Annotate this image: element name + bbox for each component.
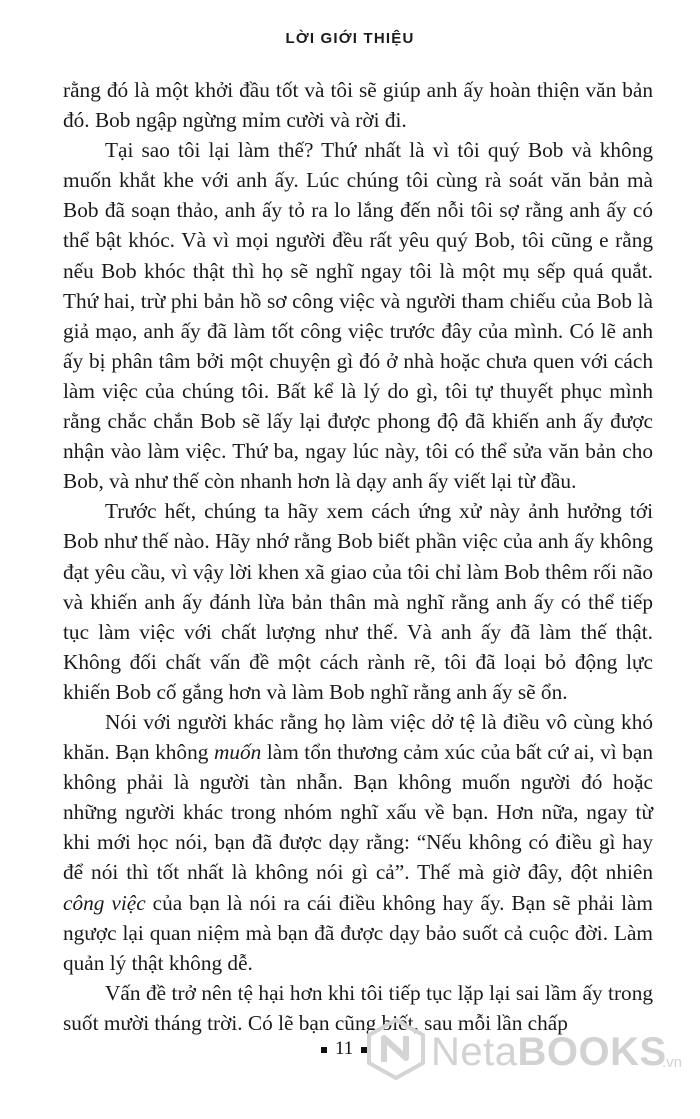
emphasis-cong-viec: công việc: [63, 890, 146, 915]
body-text: [63, 75, 653, 1038]
netabooks-logo-icon: [365, 1018, 427, 1080]
emphasis-muon: muốn: [213, 740, 262, 765]
paragraph-5: Vấn đề trở nên tệ hại hơn khi tôi tiếp tục lặp lại sai lầm ấy trong suốt mười tháng trời. Có lẽ bạn cũng biết, sau mỗi lần chấp: [63, 980, 653, 1035]
page-number-value: 11: [335, 1038, 354, 1059]
watermark-tld: .vn: [662, 1054, 683, 1071]
paragraph-3: Trước hết, chúng ta hãy xem cách ứng xử này ảnh hưởng tới Bob như thế nào. Hãy nhớ rằng Bob biết phần việc của anh ấy không đạt yêu cầu, vì vậy lời khen xã giao của tôi chỉ làm Bob thêm rối não và khiến anh ấy đánh lừa bản thân mà nghĩ rằng anh ấy có thể tiếp tục làm việc với chất lượng như thế. Và anh ấy đã làm thế thật. Không đối chất vấn đề một cách rành rẽ, tôi đã loại bỏ động lực khiến Bob cố gắng hơn và làm Bob nghĩ rằng anh ấy sẽ ổn.: [63, 499, 653, 704]
paragraph-1: rằng đó là một khởi đầu tốt và tôi sẽ giúp anh ấy hoàn thiện văn bản đó. Bob ngập ngừng mỉm cười và rời đi.: [63, 78, 653, 133]
running-title: LỜI GIỚI THIỆU: [285, 30, 415, 47]
paragraph-4-part-c: của bạn là nói ra cái điều không hay ấy. Bạn sẽ phải làm ngược lại quan niệm mà bạn đã được dạy bảo suốt cả cuộc đời. Làm quản lý thật không dễ.: [63, 890, 653, 975]
paragraph-4-part-a: Nói với người khác rằng họ làm việc dở tệ là điều vô cùng khó khăn. Bạn không: [63, 709, 653, 765]
paragraph-4: [63, 707, 653, 978]
paragraph-2: Tại sao tôi lại làm thế? Thứ nhất là vì tôi quý Bob và không muốn khắt khe với anh ấy. Lúc chúng tôi cùng rà soát văn bản mà Bob đã soạn thảo, anh ấy tỏ ra lo lắng đến nỗi tôi sợ rằng anh ấy có thể bật khóc. Và vì mọi người đều rất yêu quý Bob, tôi cũng e rằng nếu Bob khóc thật thì họ sẽ nghĩ ngay tôi là một mụ sếp quá quắt. Thứ hai, trừ phi bản hồ sơ công việc và người tham chiếu của Bob là giả mạo, anh ấy đã làm tốt công việc trước đây của mình. Có lẽ anh ấy bị phân tâm bởi một chuyện gì đó ở nhà hoặc chưa quen với cách làm việc của chúng tôi. Bất kể là lý do gì, tôi tự thuyết phục mình rằng chắc chắn Bob sẽ lấy lại được phong độ đã khiến anh ấy được nhận vào làm việc. Thứ ba, ngay lúc này, tôi có thể sửa văn bản cho Bob, và như thế còn nhanh hơn là dạy anh ấy viết lại từ đầu.: [63, 138, 653, 494]
watermark-brand: [431, 1030, 667, 1075]
paragraph-4-part-b: làm tổn thương cảm xúc của bất cứ ai, vì bạn không phải là người tàn nhẫn. Bạn không muốn người đó hoặc những người khác trong nhóm nghĩ xấu về bạn. Hơn nữa, ngay từ khi mới học nói, bạn đã được dạy rằng: “Nếu không có điều gì hay để nói thì tốt nhất là không nói gì cả”. Thế mà giờ đây, đột nhiên: [63, 740, 653, 885]
watermark-brand-bold: BOOKS: [517, 1030, 667, 1074]
watermark: [365, 1012, 695, 1092]
square-bullet-icon: [321, 1047, 327, 1053]
watermark-brand-light: Neta: [431, 1030, 518, 1074]
